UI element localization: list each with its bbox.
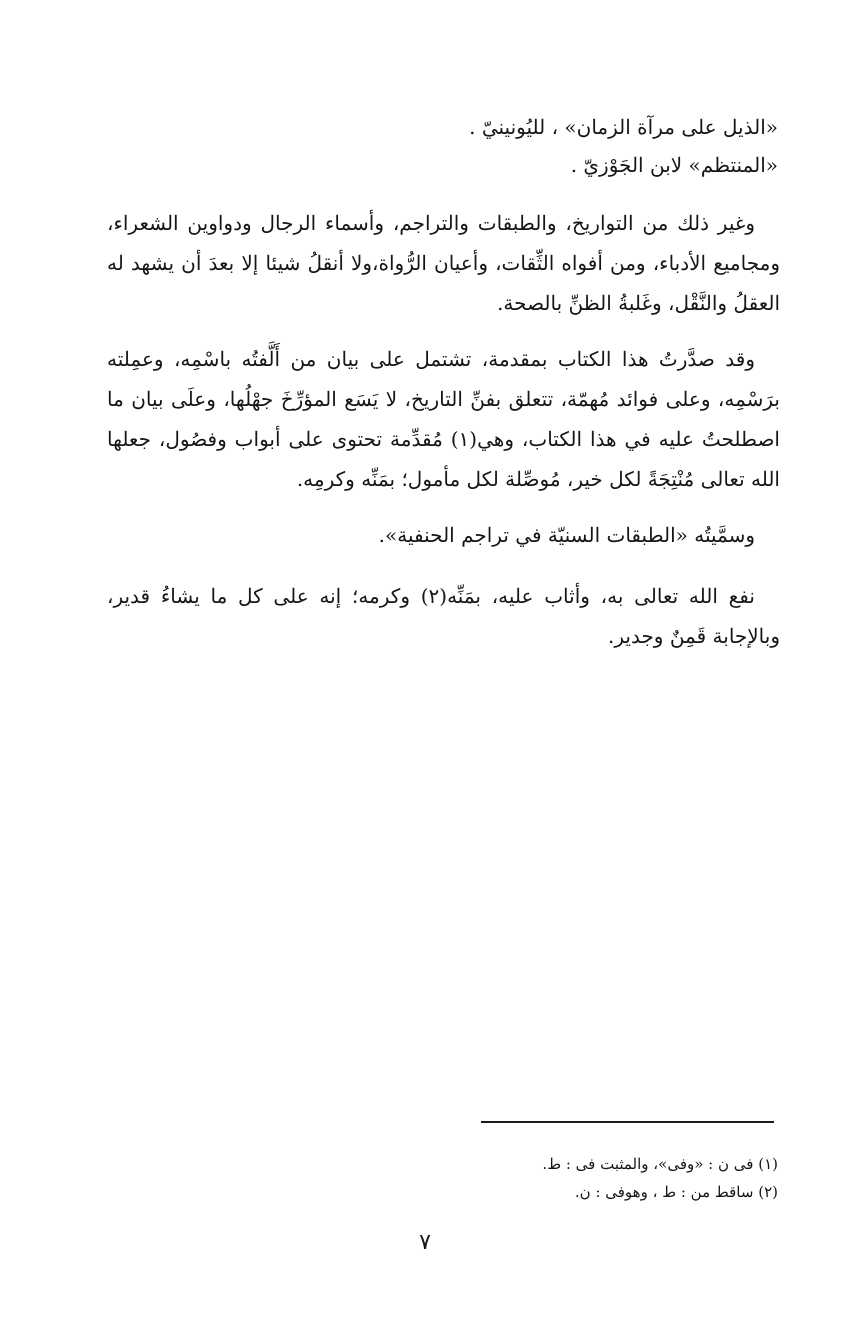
footnote-separator (481, 1121, 774, 1123)
paragraph: وقد صدَّرتُ هذا الكتاب بمقدمة، تشتمل على بيان من أَلَّفتُه باسْمِه، وعمِلته برَسْمِه، وعلى فوائد مُهمّة، تتعلق بفنِّ التاريخ، لا يَسَع المؤرِّخَ جهْلُها، وعلَى بيان ما اصطلحتُ عليه في هذا الكتاب، وهي(١) مُقدِّمة تحتوى على أبواب وفصُول، جعلها الله تعالى مُنْتِجَةً لكل خير، مُوصِّلة لكل مأمول؛ بمَنِّه وكرمِه. (107, 347, 780, 491)
paragraph: وسمَّيتُه «الطبقات السنيّة في تراجم الحنفية». (378, 523, 755, 547)
source-reference: «الذيل على مرآة الزمان» ، لليُونينيّ . (469, 115, 778, 139)
footnote: (٢) ساقط من : ط ، وهوفى : ن. (574, 1183, 778, 1201)
footnote: (١) فى ن : «وفى»، والمثبت فى : ط. (542, 1155, 778, 1173)
paragraph: نفع الله تعالى به، وأثاب عليه، بمَنِّه(٢) وكرمه؛ إنه على كل ما يشاءُ قدير، وبالإجابة قَمِنٌ وجدير. (107, 584, 780, 648)
paragraph: وغير ذلك من التواريخ، والطبقات والتراجم، وأسماء الرجال ودواوين الشعراء، ومجاميع الأدباء، ومن أفواه الثِّقات، وأعيان الرُّواة،ولا أنقلُ شيئا إلا بعدَ أن يشهد له العقلُ والنَّقْل، وغَلبةُ الظنِّ بالصحة. (107, 211, 780, 315)
page-number: ٧ (419, 1230, 431, 1255)
source-reference: «المنتظم» لابن الجَوْزيّ . (570, 153, 778, 177)
